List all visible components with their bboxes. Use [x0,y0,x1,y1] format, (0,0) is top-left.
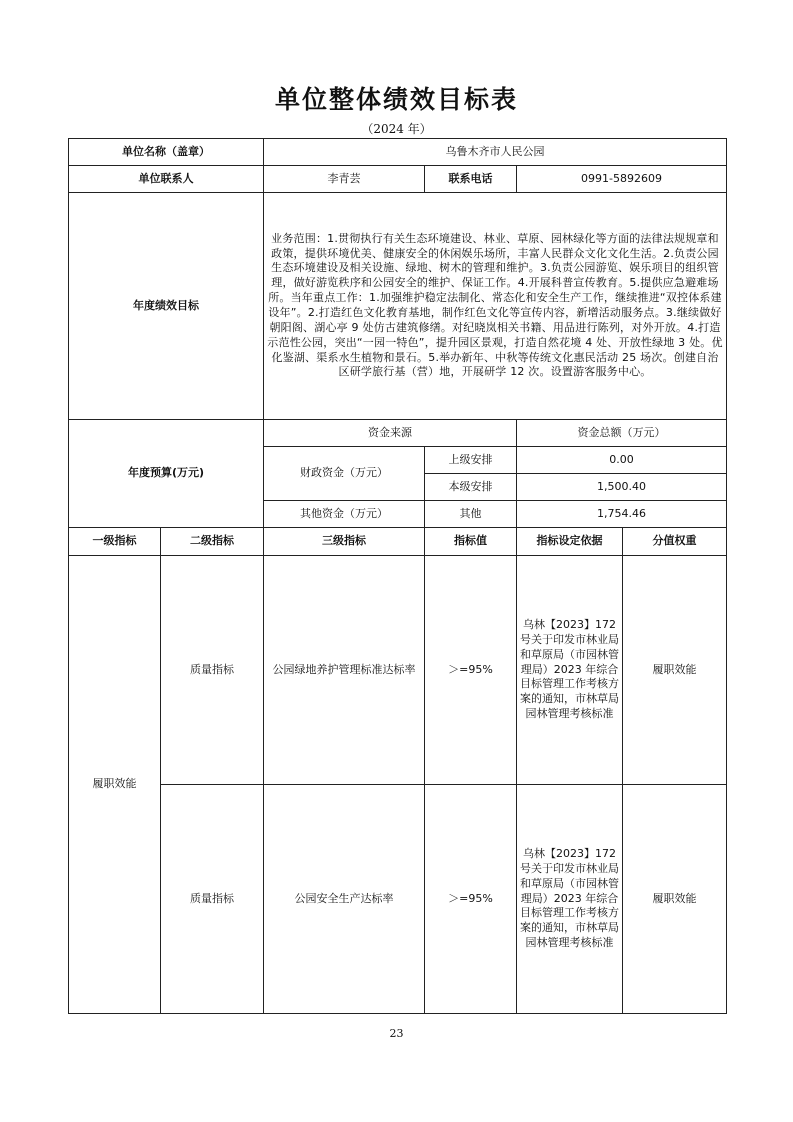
annual-goals-label: 年度绩效目标 [69,193,264,420]
fund-total-header: 资金总额（万元） [517,420,727,447]
budget-label: 年度预算(万元) [69,420,264,528]
unit-name-label: 单位名称（盖章） [69,139,264,166]
indicator-value: ＞=95% [425,556,517,785]
contact-label: 单位联系人 [69,166,264,193]
page-number: 23 [389,1027,404,1040]
phone-value: 0991-5892609 [517,166,727,193]
page-title: 单位整体绩效目标表 [274,85,518,114]
contact-value: 李青芸 [264,166,425,193]
header-level3: 三级指标 [264,528,425,556]
header-level1: 一级指标 [69,528,161,556]
header-weight: 分值权重 [623,528,727,556]
level1-indicator: 履职效能 [69,556,161,1014]
other-label: 其他 [425,501,517,528]
level2-indicator: 质量指标 [161,785,264,1014]
level3-indicator: 公园安全生产达标率 [264,785,425,1014]
year-subtitle: （2024 年） [361,122,432,136]
unit-name-value: 乌鲁木齐市人民公园 [264,139,727,166]
indicator-basis: 乌林【2023】172 号关于印发市林业局和草原局（市园林管理局）2023 年综合目标管理工作考核方案的通知，市林草局园林管理考核标准 [517,556,623,785]
annual-goals-text: 业务范围：1.贯彻执行有关生态环境建设、林业、草原、园林绿化等方面的法律法规规章和政策，提供环境优美、健康安全的休闲娱乐场所，丰富人民群众文化文化生活。2.负责公园生态环境建设及相关设施、绿地、树木的管理和维护。3.负责公园游览、娱乐项目的组织管理，做好游览秩序和公园安全的维护、保证工作。4.开展科普宣传教育。5.提供应急避难场所。当年重点工作：1.加强维护稳定法制化、常态化和安全生产工作，继续推进“双控体系建设年”。2.打造红色文化教育基地，制作红色文化等宣传内容，新增活动服务点。3.继续做好朝阳阁、湖心亭 9 处仿古建筑修缮。对纪晓岚相关书籍、用品进行陈列，对外开放。4.打造示范性公园，突出“一园一特色”，提升园区景观，打造自然花境 4 处、开放性绿地 3 处。优化鉴湖、渠系水生植物和景石。5.举办新年、中秋等传统文化惠民活动 25 场次。创建自治区研学旅行基（营）地，开展研学 12 次。设置游客服务中心。 [264,193,727,420]
indicator-basis: 乌林【2023】172 号关于印发市林业局和草原局（市园林管理局）2023 年综合目标管理工作考核方案的通知，市林草局园林管理考核标准 [517,785,623,1014]
upper-level-value: 0.00 [517,447,727,474]
level3-indicator: 公园绿地养护管理标准达标率 [264,556,425,785]
fiscal-fund-label: 财政资金（万元） [264,447,425,501]
upper-level-label: 上级安排 [425,447,517,474]
header-basis: 指标设定依据 [517,528,623,556]
indicator-value: ＞=95% [425,785,517,1014]
phone-label: 联系电话 [425,166,517,193]
level2-indicator: 质量指标 [161,556,264,785]
other-fund-label: 其他资金（万元） [264,501,425,528]
other-value: 1,754.46 [517,501,727,528]
header-level2: 二级指标 [161,528,264,556]
local-level-value: 1,500.40 [517,474,727,501]
performance-target-table [68,138,727,1014]
fund-source-header: 资金来源 [264,420,517,447]
indicator-weight: 履职效能 [623,556,727,785]
local-level-label: 本级安排 [425,474,517,501]
indicator-weight: 履职效能 [623,785,727,1014]
header-value: 指标值 [425,528,517,556]
